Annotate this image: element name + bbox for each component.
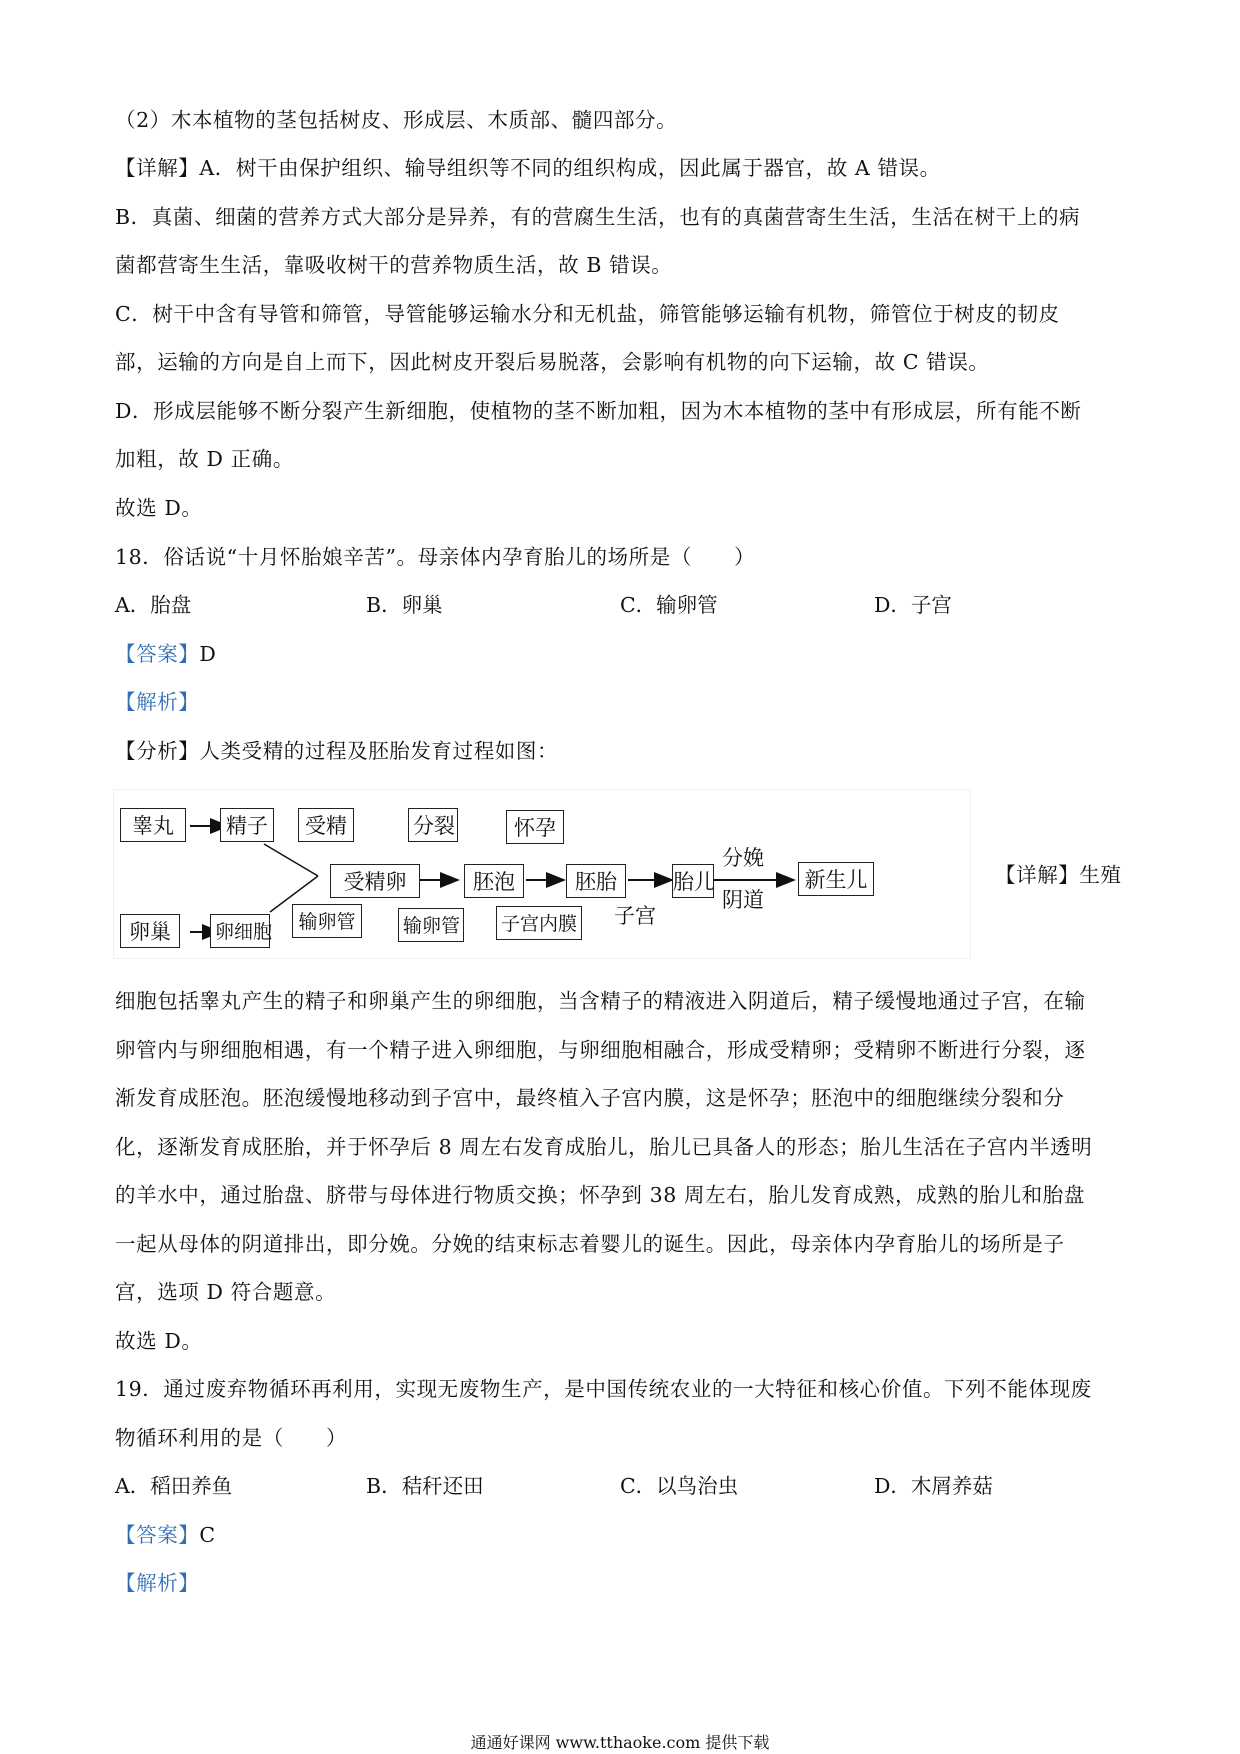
q18-fenxi: 【分析】人类受精的过程及胚胎发育过程如图： [115,739,559,763]
q19-option-a: A．稻田养鱼 [115,1474,233,1498]
text-line: 【详解】A．树干由保护组织、输导组织等不同的组织构成，因此属于器官，故 A 错误。 [115,156,941,180]
text-line: 一起从母体的阴道排出，即分娩。分娩的结束标志着婴儿的诞生。因此，母亲体内孕育胎儿的场所是子 [115,1232,1065,1256]
text-line: 卵管内与卵细胞相遇，有一个精子进入卵细胞，与卵细胞相融合，形成受精卵；受精卵不断进行分裂，逐 [115,1038,1086,1062]
q19-option-c: C．以鸟治虫 [620,1474,739,1498]
q19-analysis-label: 【解析】 [115,1571,200,1595]
answer-label: 【答案】 [115,1523,200,1547]
text-line: 宫，选项 D 符合题意。 [115,1280,337,1304]
text-line: 故选 D。 [115,1329,203,1353]
text-line: 细胞包括睾丸产生的精子和卵巢产生的卵细胞，当含精子的精液进入阴道后，精子缓慢地通过子宫，在输 [115,989,1086,1013]
text-line: 物循环利用的是（ ） [115,1426,348,1450]
page-footer: 通通好课网 www.tthaoke.com 提供下载 [470,1733,770,1752]
q18-option-a: A．胎盘 [115,593,192,617]
text-line: D．形成层能够不断分裂产生新细胞，使植物的茎不断加粗，因为木本植物的茎中有形成层，所有能不断 [115,399,1082,423]
label-zigong: 子宫 [614,904,656,928]
question-19: 19．通过废弃物循环再利用，实现无废物生产，是中国传统农业的一大特征和核心价值。下列不能体现废 [115,1377,1092,1401]
node-taier: 胎儿 [672,864,714,898]
text-line: 故选 D。 [115,496,203,520]
q19-answer [115,1523,216,1547]
q18-analysis-label: 【解析】 [115,690,200,714]
node-xinsheng: 新生儿 [798,862,874,896]
q18-option-b: B．卵巢 [366,593,443,617]
node-luanchao: 卵巢 [120,914,180,948]
text-line: C．树干中含有导管和筛管，导管能够运输水分和无机盐，筛管能够运输有机物，筛管位于树皮的韧皮 [115,302,1060,326]
answer-value: D [199,642,217,666]
q18-option-c: C．输卵管 [620,593,718,617]
node-shoujingluan: 受精卵 [330,864,420,898]
node-peipao: 胚泡 [464,864,524,898]
node-jingzi: 精子 [220,808,274,842]
text-line: （2）木本植物的茎包括树皮、形成层、木质部、髓四部分。 [115,108,678,132]
text-line: 菌都营寄生生活，靠吸收树干的营养物质生活，故 B 错误。 [115,253,673,277]
node-huaiyun: 怀孕 [506,810,564,844]
text-line: B．真菌、细菌的营养方式大部分是异养，有的营腐生生活，也有的真菌营寄生生活，生活在树干上的病 [115,205,1081,229]
node-shuluanguan-1: 输卵管 [292,904,362,938]
label-fenmian: 分娩 [722,846,764,870]
text-line: 加粗，故 D 正确。 [115,447,294,471]
text-line: 渐发育成胚泡。胚泡缓慢地移动到子宫中，最终植入子宫内膜，这是怀孕；胚泡中的细胞继续分裂和分 [115,1086,1065,1110]
text-line: 化，逐渐发育成胚胎，并于怀孕后 8 周左右发育成胎儿，胎儿已具备人的形态；胎儿生活在子宫内半透明 [115,1135,1093,1159]
answer-value: C [199,1523,216,1547]
node-zigongneimo: 子宫内膜 [496,906,582,940]
q18-answer [115,642,216,666]
question-18: 18．俗话说“十月怀胎娘辛苦”。母亲体内孕育胎儿的场所是（ ） [115,545,756,569]
answer-label: 【答案】 [115,642,200,666]
text-line: 的羊水中，通过胎盘、脐带与母体进行物质交换；怀孕到 38 周左右，胎儿发育成熟，成熟的胎儿和胎盘 [115,1183,1085,1207]
side-detail: 【详解】生殖 [995,863,1122,887]
q19-option-d: D．木屑养菇 [874,1474,993,1498]
fertilization-diagram [114,790,970,958]
node-shuluanguan-2: 输卵管 [398,908,464,942]
q19-option-b: B．秸秆还田 [366,1474,484,1498]
node-peitai: 胚胎 [566,864,626,898]
label-yindao: 阴道 [722,888,764,912]
node-shoujing: 受精 [298,808,354,842]
q18-option-d: D．子宫 [874,593,952,617]
node-gaowan: 睾丸 [120,808,186,842]
node-luanxibao: 卵细胞 [210,914,270,948]
text-line: 部，运输的方向是自上而下，因此树皮开裂后易脱落，会影响有机物的向下运输，故 C 错误。 [115,350,990,374]
node-fenlie: 分裂 [408,808,458,842]
